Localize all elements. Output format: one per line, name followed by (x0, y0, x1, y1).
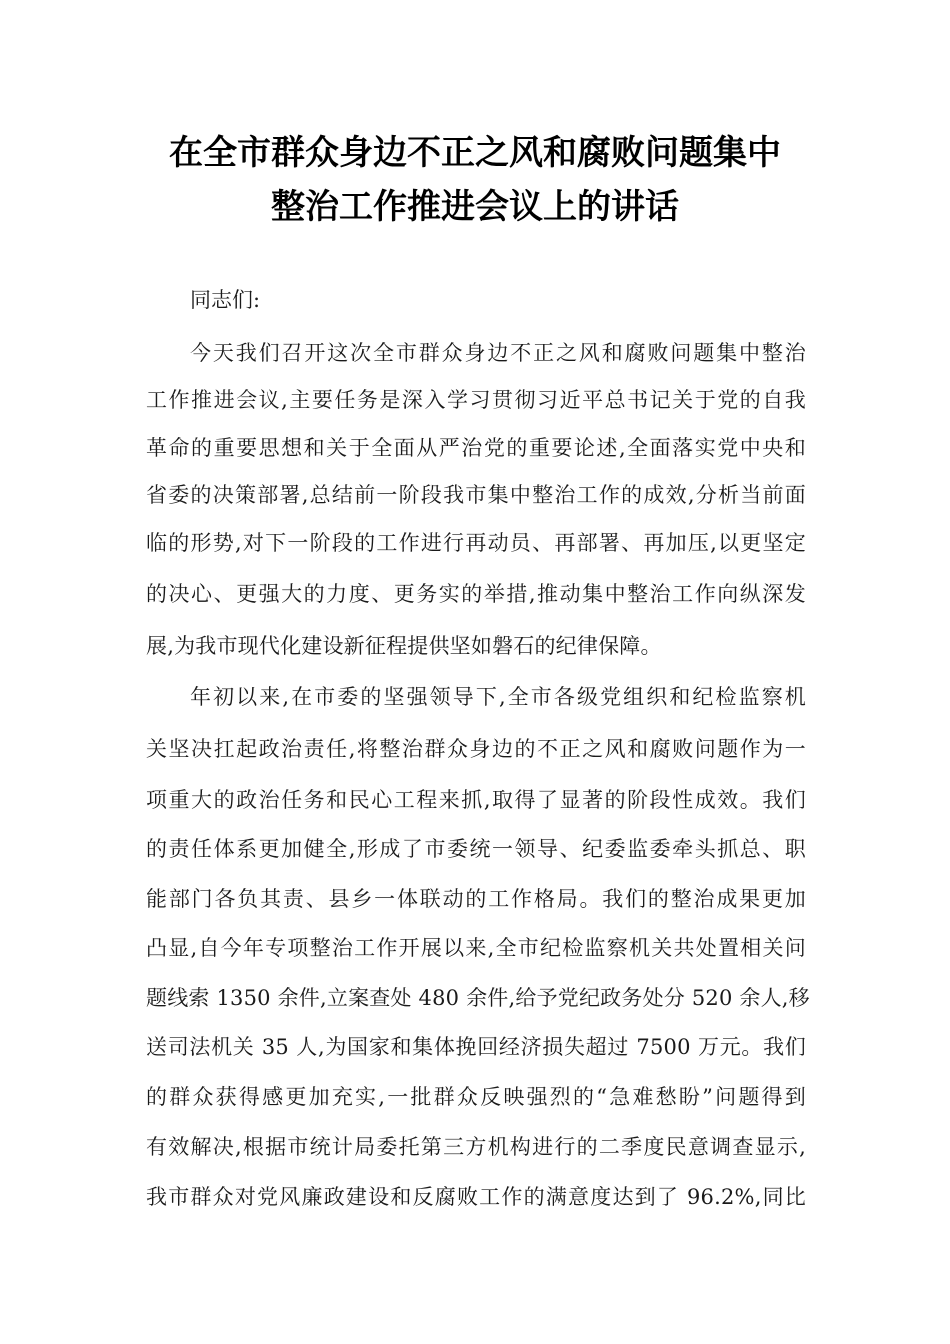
paragraph-2-line: 项重大的政治任务和民心工程来抓,取得了显著的阶段性成效。我们 (146, 788, 806, 812)
paragraph-2-line: 有效解决,根据市统计局委托第三方机构进行的二季度民意调查显示, (146, 1135, 806, 1159)
paragraph-1-line: 革命的重要思想和关于全面从严治党的重要论述,全面落实党中央和 (146, 436, 806, 460)
paragraph-2-line: 的群众获得感更加充实,一批群众反映强烈的“急难愁盼”问题得到 (146, 1085, 806, 1109)
greeting: 同志们: (190, 288, 261, 312)
paragraph-2-line: 年初以来,在市委的坚强领导下,全市各级党组织和纪检监察机 (190, 685, 806, 709)
paragraph-1-line: 省委的决策部署,总结前一阶段我市集中整治工作的成效,分析当前面 (146, 483, 806, 507)
paragraph-2-line: 关坚决扛起政治责任,将整治群众身边的不正之风和腐败问题作为一 (146, 737, 806, 761)
paragraph-2-line: 送司法机关 35 人,为国家和集体挽回经济损失超过 7500 万元。我们 (146, 1035, 806, 1059)
title-line: 整治工作推进会议上的讲话 (271, 187, 679, 227)
paragraph-1-line: 临的形势,对下一阶段的工作进行再动员、再部署、再加压,以更坚定 (146, 531, 806, 555)
paragraph-1-line: 展,为我市现代化建设新征程提供坚如磐石的纪律保障。 (146, 634, 662, 658)
paragraph-2-line: 题线索 1350 余件,立案查处 480 余件,给予党纪政务处分 520 余人,移 (146, 986, 810, 1010)
paragraph-1-line: 今天我们召开这次全市群众身边不正之风和腐败问题集中整治 (190, 341, 806, 365)
paragraph-2-line: 的责任体系更加健全,形成了市委统一领导、纪委监委牵头抓总、职 (146, 837, 806, 861)
paragraph-1-line: 工作推进会议,主要任务是深入学习贯彻习近平总书记关于党的自我 (146, 388, 806, 412)
paragraph-2-line: 我市群众对党风廉政建设和反腐败工作的满意度达到了 96.2%,同比 (146, 1185, 806, 1209)
title-line: 在全市群众身边不正之风和腐败问题集中 (169, 133, 781, 173)
paragraph-2-line: 能部门各负其责、县乡一体联动的工作格局。我们的整治成果更加 (146, 887, 806, 911)
paragraph-1-line: 的决心、更强大的力度、更务实的举措,推动集中整治工作向纵深发 (146, 582, 806, 606)
paragraph-2-line: 凸显,自今年专项整治工作开展以来,全市纪检监察机关共处置相关问 (146, 936, 806, 960)
document-title (100, 126, 850, 234)
